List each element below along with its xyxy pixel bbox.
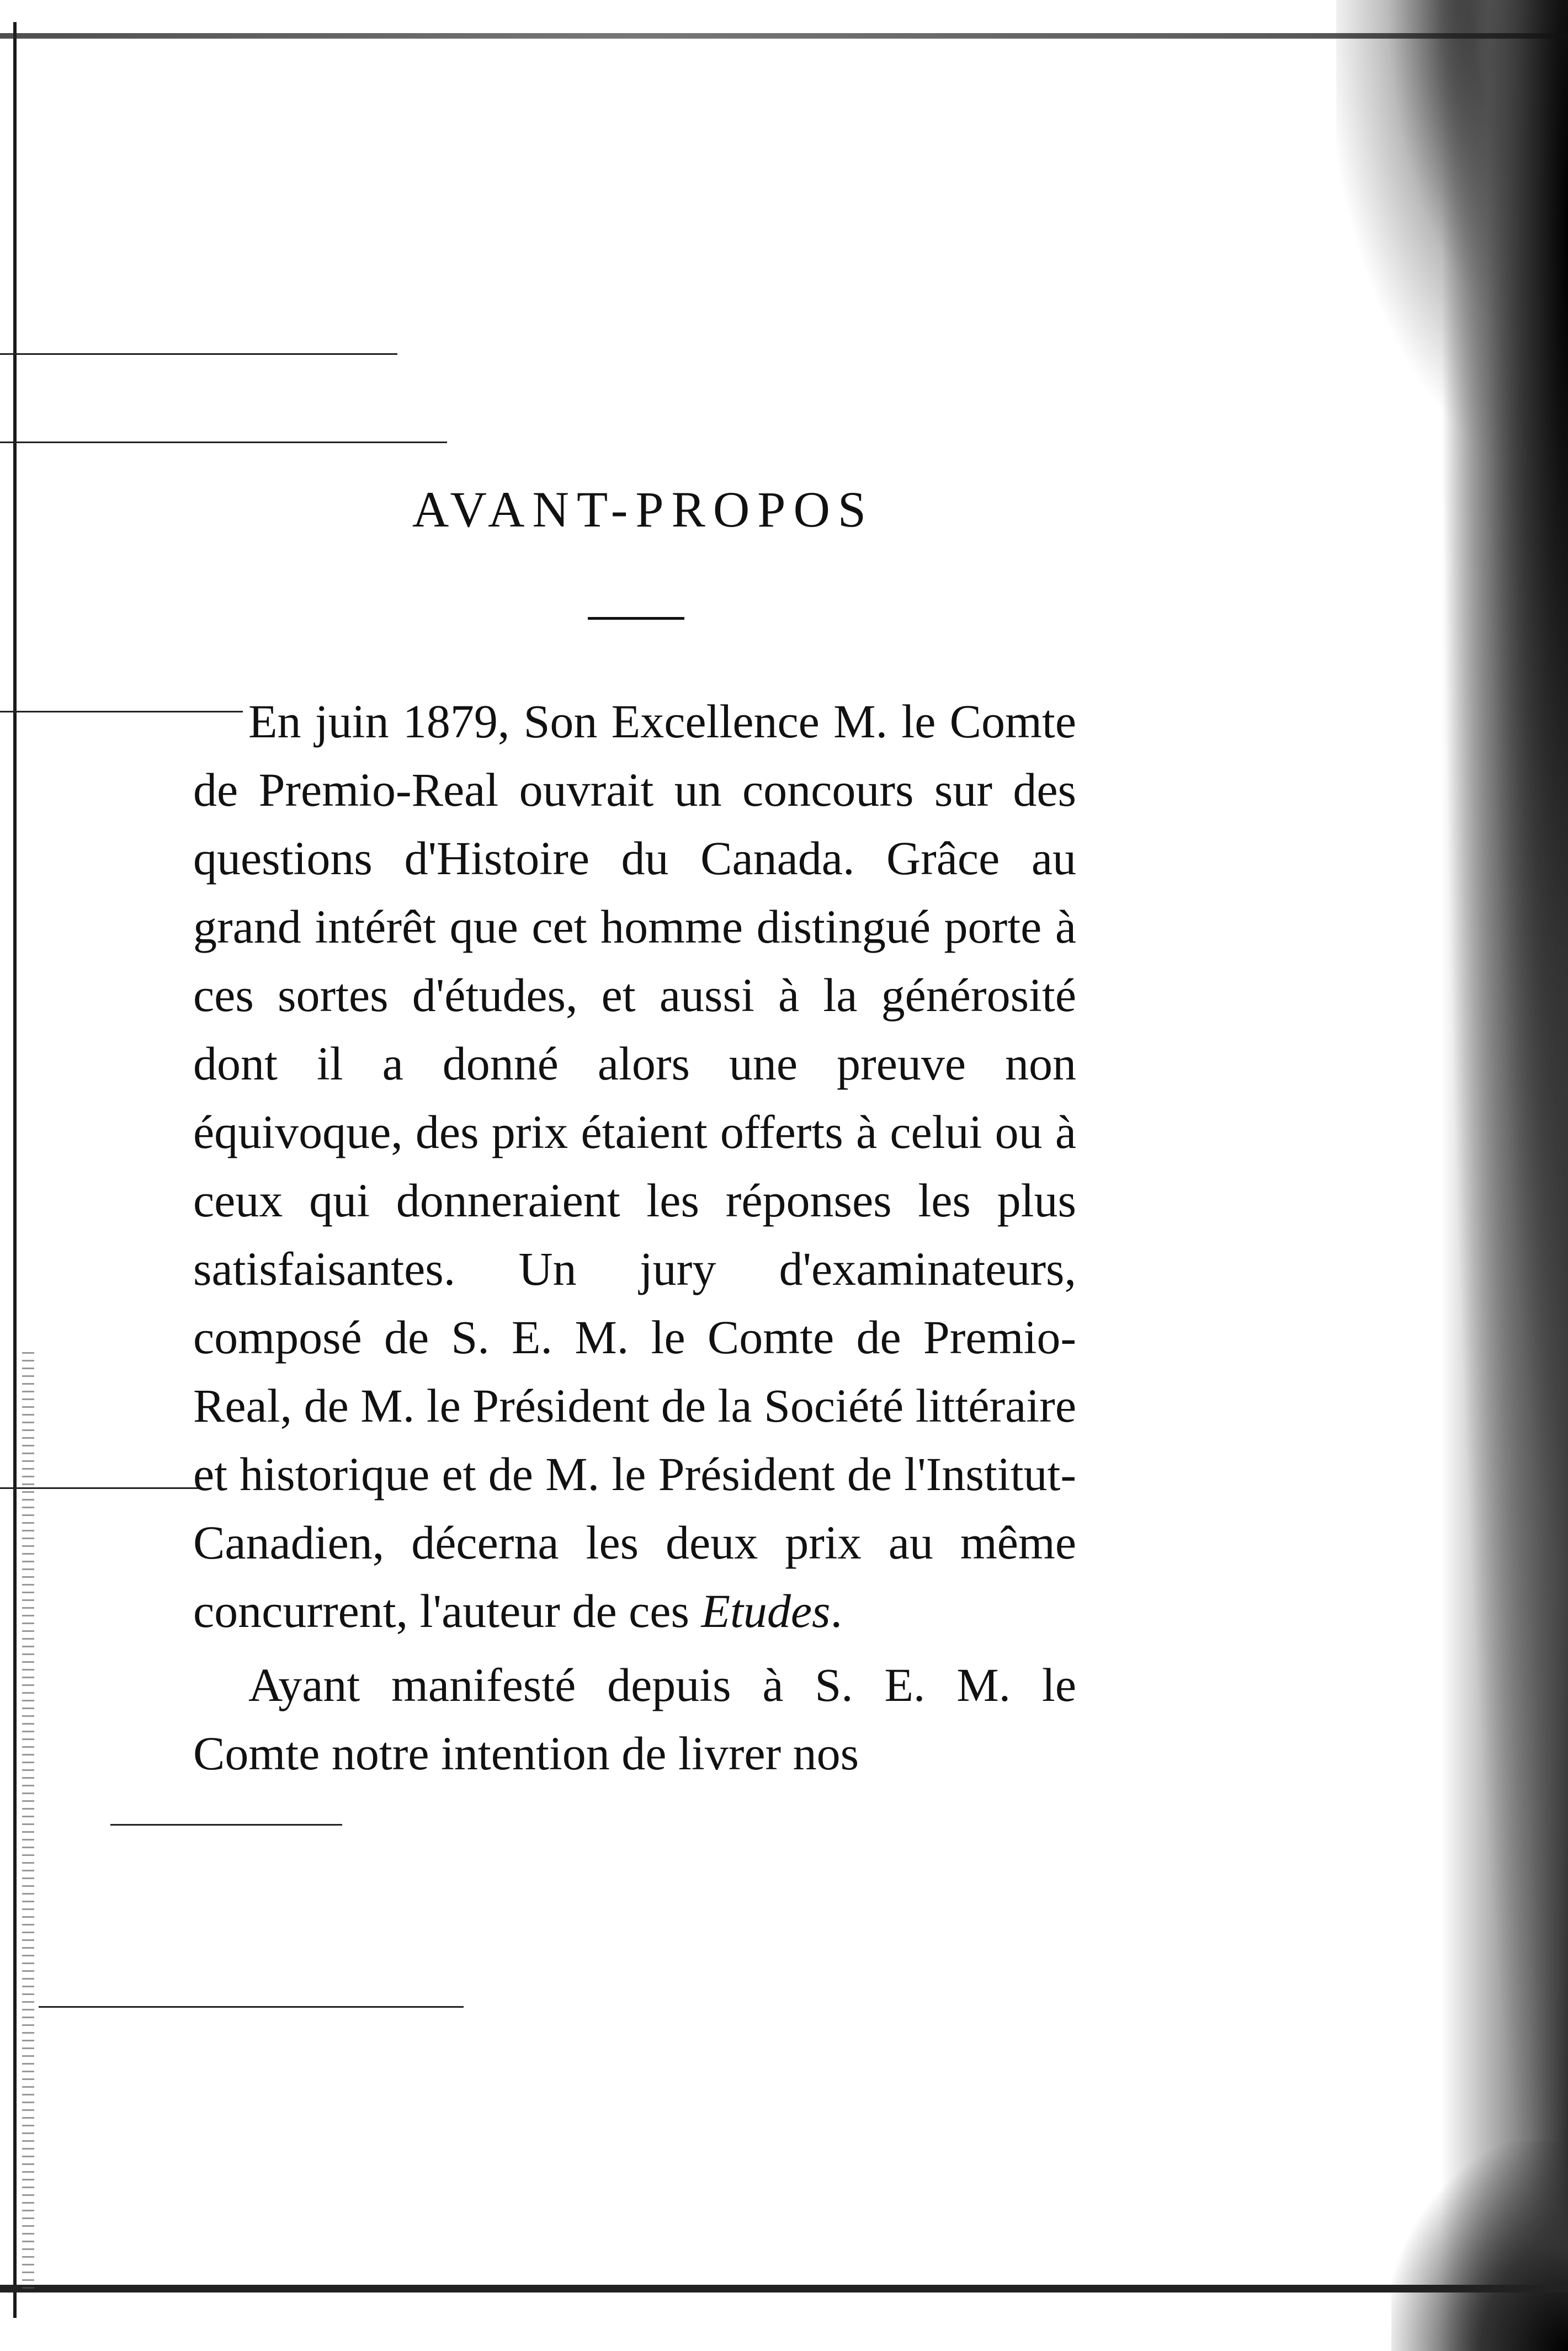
scan-shadow-bottom-right <box>1391 2141 1568 2351</box>
body-text <box>193 687 1076 1788</box>
paragraph-2: Ayant manifesté depuis à S. E. M. le Comte notre intention de livrer nos <box>193 1658 1076 1780</box>
scan-left-noise <box>22 1352 34 2290</box>
bleed-through-line <box>0 1487 199 1489</box>
bleed-through-line <box>0 442 447 443</box>
page-heading: AVANT-PROPOS <box>412 481 874 538</box>
paragraph-1-end: . <box>830 1584 843 1637</box>
paragraph-1-emphasis: Etudes <box>701 1584 831 1637</box>
scan-shadow-right-edge <box>1441 0 1568 2351</box>
bleed-through-line <box>39 2006 464 2008</box>
scan-left-edge <box>13 22 17 2318</box>
heading-divider <box>588 617 684 620</box>
scan-bottom-edge <box>0 2285 1568 2293</box>
bleed-through-line <box>110 1824 342 1826</box>
paragraph-1-text: En juin 1879, Son Excellence M. le Comte de Premio-Real ouvrait un concours sur des questions d'Histoire du Canada. Grâce au grand intérêt que cet homme distingué porte à ces sortes d'études, et aussi à la générosité dont il a donné alors une preuve non équivoque, des prix étaient offerts à celui ou à ceux qui donneraient les réponses les plus satisfaisantes. Un jury d'examinateurs, composé de S. E. M. le Comte de Premio-Real, de M. le Président de la Société littéraire et historique et de M. le Président de l'Institut-Canadien, décerna les deux prix au même concurrent, l'auteur de ces <box>193 695 1076 1637</box>
scan-top-edge <box>0 33 1568 39</box>
paragraph-1 <box>193 687 1076 1645</box>
bleed-through-line <box>0 353 397 355</box>
